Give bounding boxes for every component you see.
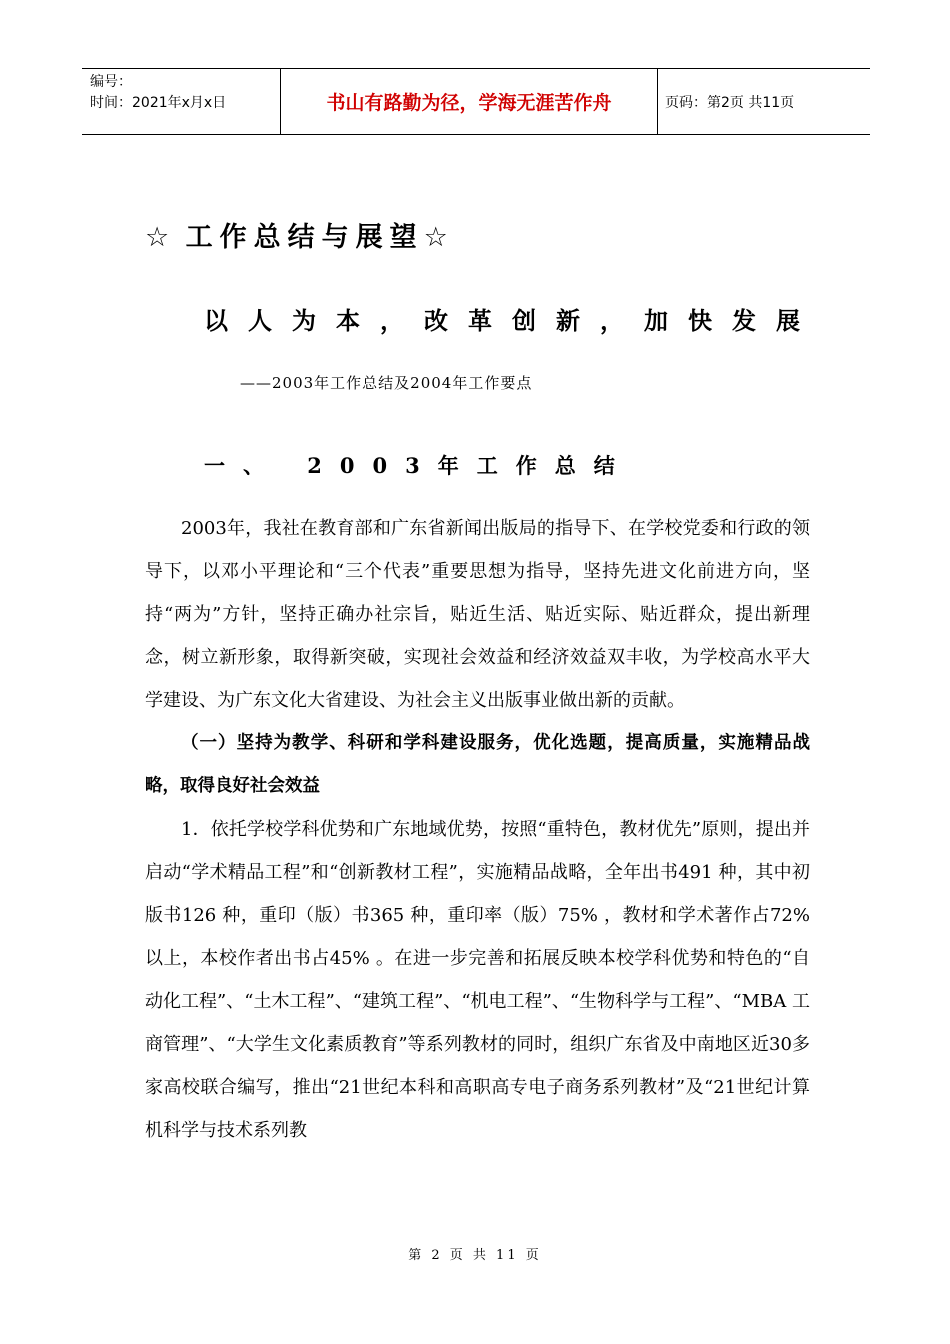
document-byline: ——2003年工作总结及2004年工作要点 (240, 374, 533, 392)
star-icon: ☆ (145, 222, 170, 253)
body-paragraph: 1．依托学校学科优势和广东地域优势，按照“重特色，教材优先”原则，提出并启动“学术精品工程”和“创新教材工程”，实施精品战略，全年出书491 种，其中初版书126 种，重印（版）书365 种，重印率（版）75% ，教材和学术著作占72% 以上，本校作者出书占45% 。在进一步完善和拓展反映本校学科优势和特色的“自动化工程”、“土木工程”、“建筑工程”、“机电工程”、“生物科学与工程”、“MBA 工商管理”、“大学生文化素质教育”等系列教材的同时，组织广东省及中南地区近30多家高校联合编写，推出“21世纪本科和高职高专电子商务系列教材”及“21世纪计算机科学与技术系列教 (145, 819, 810, 1141)
page-header (82, 68, 870, 135)
subsection-heading: （一）坚持为教学、科研和学科建设服务，优化选题，提高质量，实施精品战略，取得良好社会效益 (145, 733, 810, 796)
page-footer: 第 2 页 共 11 页 (408, 1248, 542, 1263)
number-label: 编号： (90, 74, 132, 90)
header-meta (82, 69, 281, 134)
document-subtitle: 以人为本，改革创新，加快发展 (204, 307, 820, 335)
body-paragraph: 2003年，我社在教育部和广东省新闻出版局的指导下、在学校党委和行政的领导下，以邓小平理论和“三个代表”重要思想为指导，坚持先进文化前进方向，坚持“两为”方针，坚持正确办社宗旨，贴近生活、贴近实际、贴近群众，提出新理念，树立新形象，取得新突破，实现社会效益和经济效益双丰收，为学校高水平大学建设、为广东文化大省建设、为社会主义出版事业做出新的贡献。 (145, 518, 810, 711)
document-body (145, 507, 810, 1152)
document-title-text: 工作总结与展望 (185, 222, 424, 253)
document-title (145, 215, 448, 254)
section-heading: 一、 2003年工作总结 (204, 453, 633, 478)
header-page-info: 页码：第2页 共11页 (665, 94, 795, 111)
header-motto: 书山有路勤为径，学海无涯苦作舟 (281, 69, 658, 134)
time-label: 时间：2021年x月x日 (90, 95, 227, 111)
star-icon: ☆ (423, 222, 448, 253)
